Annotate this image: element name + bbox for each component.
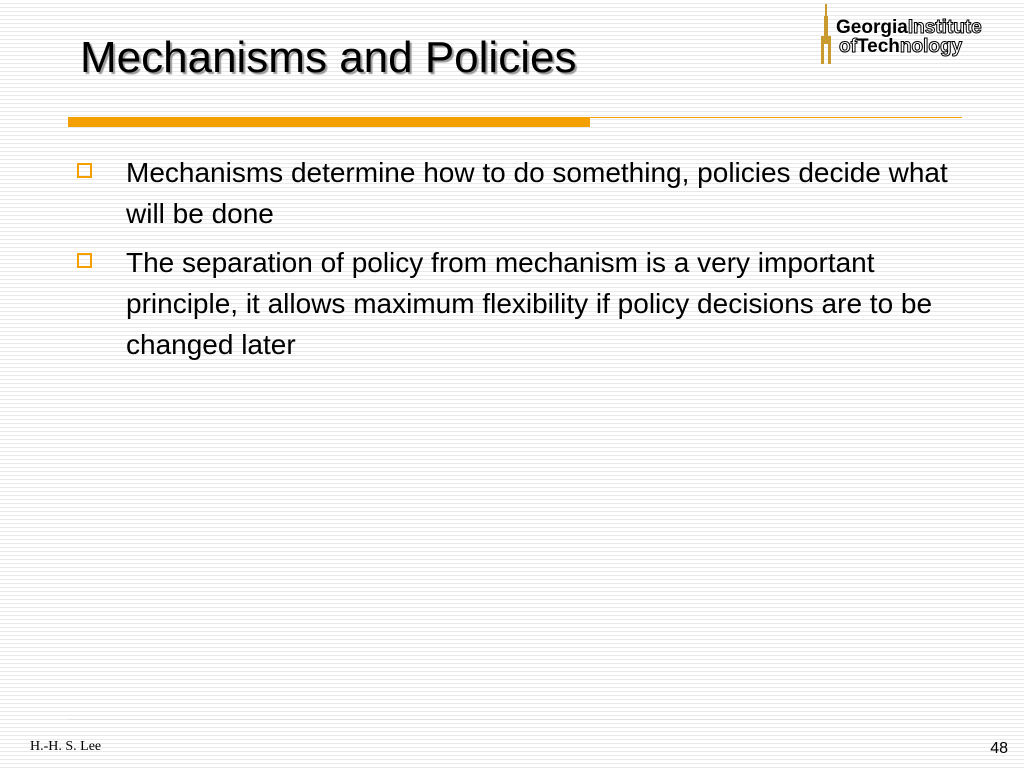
slide-title: Mechanisms and Policies	[80, 33, 577, 82]
georgia-tech-logo	[818, 4, 1014, 68]
logo-line-2	[836, 37, 982, 56]
page-number: 48	[990, 740, 1008, 757]
title-underline-thin	[590, 117, 962, 118]
logo-word-georgia: Georgia	[836, 17, 908, 38]
bullet-item	[76, 152, 976, 234]
logo-word-tech: Tech	[856, 36, 900, 57]
logo-wordmark	[836, 18, 982, 56]
logo-word-institute: Institute	[907, 17, 982, 38]
logo-word-nology: nology	[899, 36, 963, 57]
bullet-text: The separation of policy from mechanism is a very important principle, it allows maximum flexibility if policy decisions are to be changed later	[126, 247, 933, 360]
tech-tower-icon	[818, 4, 834, 68]
hollow-square-icon	[77, 163, 92, 178]
bullet-text: Mechanisms determine how to do something, policies decide what will be done	[126, 157, 948, 229]
logo-word-of: of	[839, 36, 857, 57]
hollow-square-icon	[77, 253, 92, 268]
footer-author: H.-H. S. Lee	[30, 739, 102, 754]
footer-divider	[68, 719, 960, 720]
bullet-item	[76, 242, 976, 365]
bullet-list	[76, 152, 976, 373]
title-underline-bar	[68, 117, 590, 127]
